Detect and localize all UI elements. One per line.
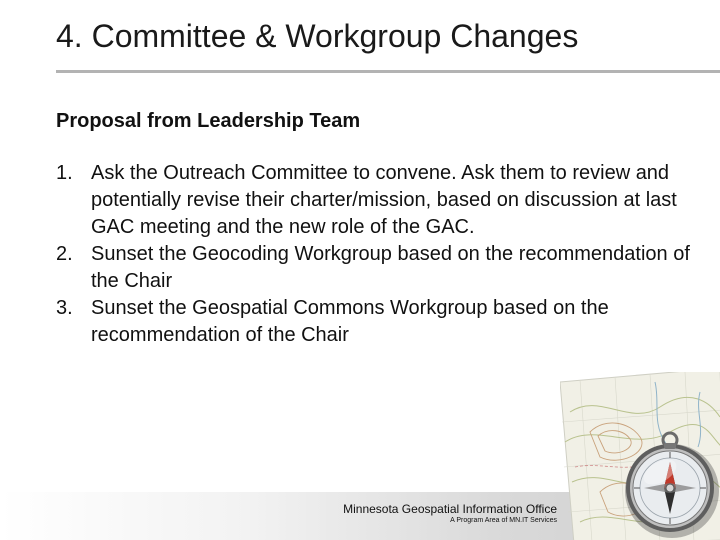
proposal-list: [56, 160, 706, 349]
list-item: [56, 295, 706, 349]
slide-subtitle: Proposal from Leadership Team: [56, 110, 361, 132]
title-divider: [56, 70, 720, 73]
footer-org-name: Minnesota Geospatial Information Office: [343, 502, 557, 516]
map-with-compass-illustration: [560, 372, 720, 540]
list-item-text: Ask the Outreach Committee to convene. Ask them to review and potentially revise their charter/mission, based on discussion at last GAC meeting and the new role of the GAC.: [91, 162, 677, 238]
list-item: [56, 160, 706, 241]
list-item-text: Sunset the Geocoding Workgroup based on the recommendation of the Chair: [91, 243, 690, 292]
list-item-number: 1.: [56, 162, 73, 184]
slide-title: 4. Committee & Workgroup Changes: [56, 18, 579, 54]
list-item-number: 3.: [56, 297, 73, 319]
list-item: [56, 241, 706, 295]
footer-tagline: A Program Area of MN.IT Services: [450, 517, 557, 524]
list-item-number: 2.: [56, 243, 73, 265]
list-item-text: Sunset the Geospatial Commons Workgroup based on the recommendation of the Chair: [91, 297, 609, 346]
